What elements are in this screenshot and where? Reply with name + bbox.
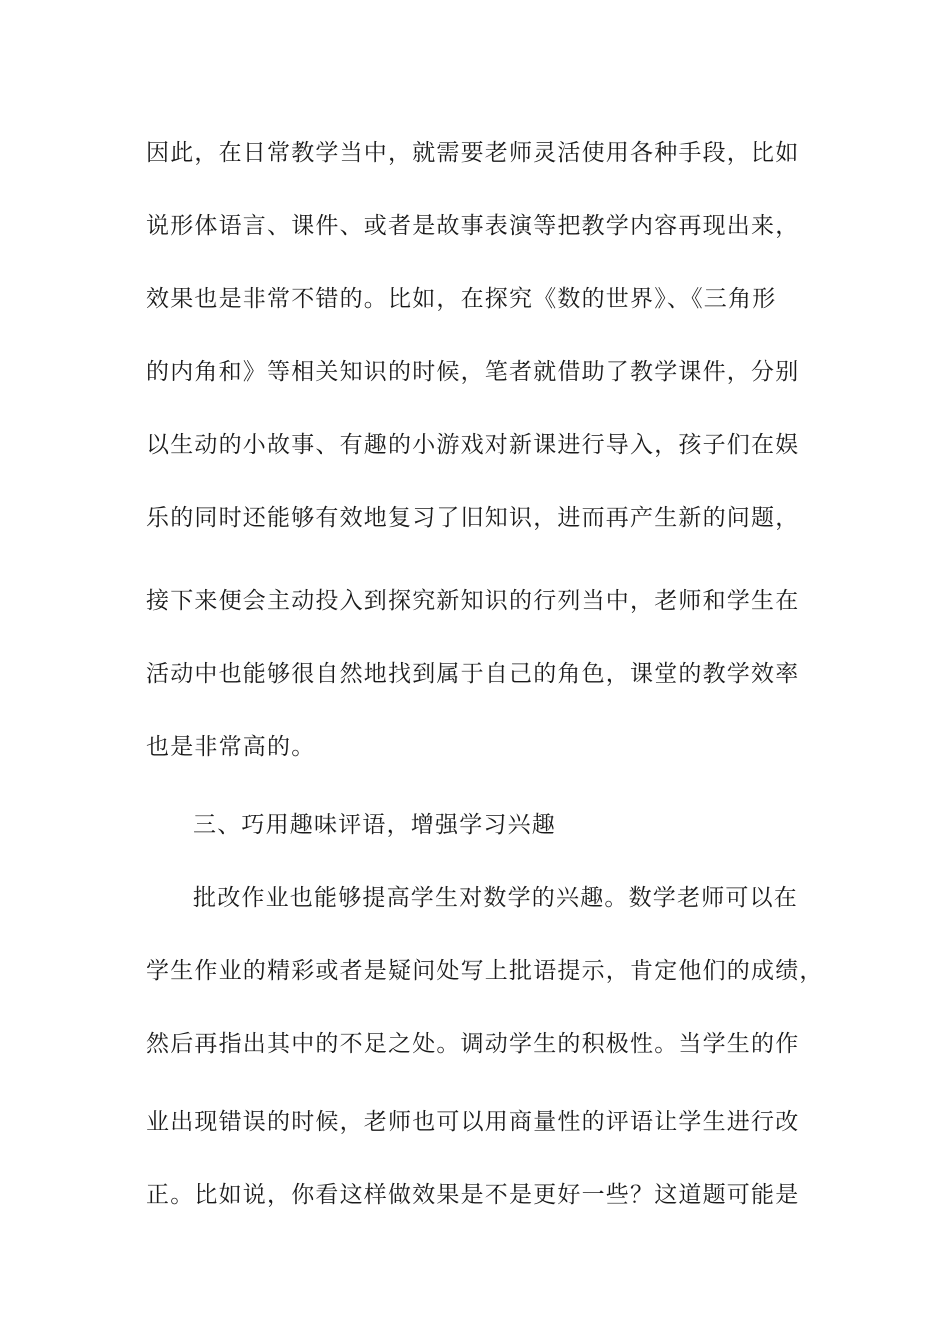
paragraph-2-line-4: 业出现错误的时候，老师也可以用商量性的评语让学生进行改 (146, 1109, 800, 1135)
paragraph-1-line-7: 接下来便会主动投入到探究新知识的行列当中，老师和学生在 (146, 588, 800, 614)
paragraph-2-line-1: 批改作业也能够提高学生对数学的兴趣。数学老师可以在 (193, 885, 798, 911)
paragraph-1-line-8: 活动中也能够很自然地找到属于自己的角色，课堂的教学效率 (146, 661, 800, 687)
paragraph-2-line-5: 正。比如说，你看这样做效果是不是更好一些？这道题可能是 (146, 1182, 800, 1208)
paragraph-2-line-2: 学生作业的精彩或者是疑问处写上批语提示，肯定他们的成绩， (146, 958, 824, 984)
paragraph-1-line-4: 的内角和》等相关知识的时候，笔者就借助了教学课件，分别 (146, 359, 800, 385)
paragraph-1-line-2: 说形体语言、课件、或者是故事表演等把教学内容再现出来， (146, 213, 800, 239)
section-heading: 三、巧用趣味评语，增强学习兴趣 (193, 812, 556, 838)
paragraph-1-line-9: 也是非常高的。 (146, 734, 316, 760)
paragraph-1-line-1: 因此，在日常教学当中，就需要老师灵活使用各种手段，比如 (146, 140, 800, 166)
paragraph-1-line-6: 乐的同时还能够有效地复习了旧知识，进而再产生新的问题， (146, 505, 800, 531)
paragraph-1-line-3: 效果也是非常不错的。比如，在探究《数的世界》、《三角形 (146, 286, 777, 312)
paragraph-1-line-5: 以生动的小故事、有趣的小游戏对新课进行导入，孩子们在娱 (146, 432, 800, 458)
paragraph-2-line-3: 然后再指出其中的不足之处。调动学生的积极性。当学生的作 (146, 1031, 800, 1057)
